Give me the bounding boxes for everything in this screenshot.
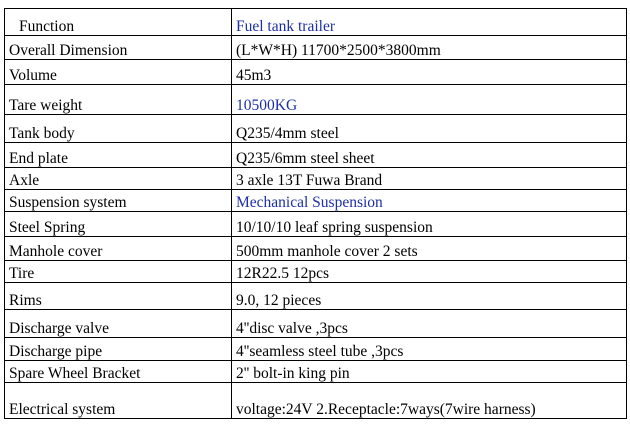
table-row <box>5 283 627 310</box>
row-label: End plate <box>5 143 232 168</box>
row-label: Spare Wheel Bracket <box>5 361 232 383</box>
row-value: (L*W*H) 11700*2500*3800mm <box>232 36 627 60</box>
row-value: 9.0, 12 pieces <box>232 283 627 310</box>
table-row <box>5 237 627 261</box>
table-row <box>5 85 627 115</box>
row-label: Axle <box>5 168 232 190</box>
row-label: Electrical system <box>5 383 232 419</box>
table-row <box>5 36 627 60</box>
table-row <box>5 310 627 338</box>
table-row <box>5 338 627 361</box>
table-row <box>5 383 627 419</box>
row-label: Discharge valve <box>5 310 232 338</box>
table-row <box>5 212 627 237</box>
row-value: 12R22.5 12pcs <box>232 261 627 283</box>
row-label: Overall Dimension <box>5 36 232 60</box>
row-label: Tank body <box>5 115 232 143</box>
spec-table <box>4 8 627 419</box>
table-row <box>5 115 627 143</box>
row-value: 4''seamless steel tube ,3pcs <box>232 338 627 361</box>
row-value: 2'' bolt-in king pin <box>232 361 627 383</box>
row-value: Q235/4mm steel <box>232 115 627 143</box>
table-row <box>5 190 627 212</box>
row-value: Mechanical Suspension <box>232 190 627 212</box>
table-row <box>5 143 627 168</box>
row-value: 4''disc valve ,3pcs <box>232 310 627 338</box>
row-value: 45m3 <box>232 60 627 85</box>
table-row <box>5 168 627 190</box>
row-label: Volume <box>5 60 232 85</box>
row-label: Rims <box>5 283 232 310</box>
row-value: 500mm manhole cover 2 sets <box>232 237 627 261</box>
row-value: Fuel tank trailer <box>232 9 627 36</box>
table-row <box>5 361 627 383</box>
row-value: 10/10/10 leaf spring suspension <box>232 212 627 237</box>
row-label: Steel Spring <box>5 212 232 237</box>
table-row <box>5 9 627 36</box>
row-label: Function <box>5 9 232 36</box>
row-label: Manhole cover <box>5 237 232 261</box>
table-row <box>5 60 627 85</box>
row-label: Discharge pipe <box>5 338 232 361</box>
row-value: 3 axle 13T Fuwa Brand <box>232 168 627 190</box>
row-value: Q235/6mm steel sheet <box>232 143 627 168</box>
row-label: Tire <box>5 261 232 283</box>
table-row <box>5 261 627 283</box>
row-value: voltage:24V 2.Receptacle:7ways(7wire harness) <box>232 383 627 419</box>
row-label: Suspension system <box>5 190 232 212</box>
row-value: 10500KG <box>232 85 627 115</box>
row-label: Tare weight <box>5 85 232 115</box>
